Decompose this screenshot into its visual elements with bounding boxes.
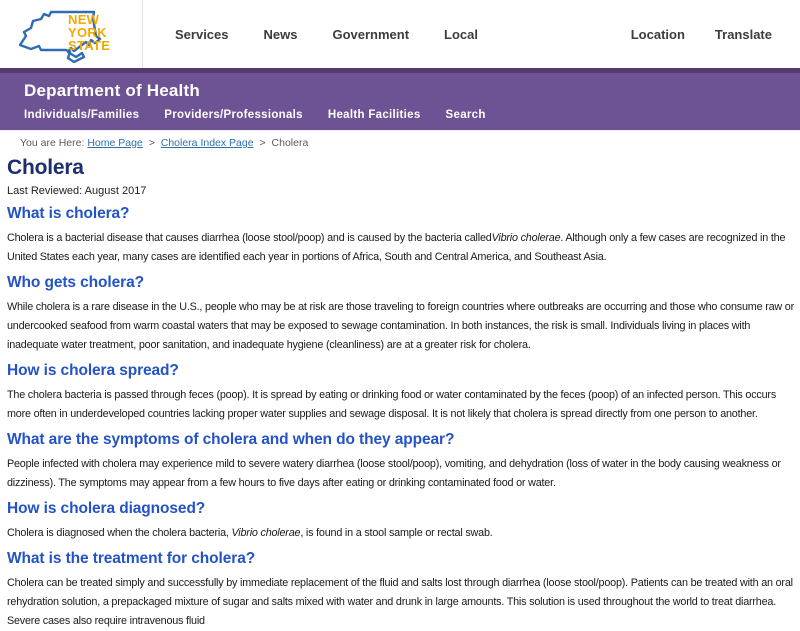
nav-item-services[interactable]: Services [175,26,229,42]
breadcrumb-prefix: You are Here: [20,137,88,149]
utility-nav [631,27,772,42]
section-paragraph [7,386,794,424]
section-who-gets-cholera [7,273,794,355]
text-run: Cholera can be treated simply and successfully by immediate replacement of the fluid and salts lost through diarrhea (loose stool/poop). Patients can be treated with an oral rehydration solution, a prepackaged mixture of sugar and salts mixed with water and drunk in large amounts. This solution is used throughout the world to treat diarrhea. Severe cases also require intravenous fluid [7,577,793,627]
section-paragraph [7,524,794,543]
section-paragraph [7,229,794,267]
section-heading: How is cholera spread? [7,362,179,379]
logo-line-state: STATE [68,38,111,53]
section-what-is-the-treatment-for-cholera [7,549,794,631]
section-heading: Who gets cholera? [7,274,144,291]
banner-nav [24,109,776,121]
section-heading: What are the symptoms of cholera and when do they appear? [7,431,455,448]
logo-area [0,0,143,68]
section-what-is-cholera [7,204,794,267]
section-paragraph [7,574,794,631]
main-content [0,156,800,631]
section-heading: How is cholera diagnosed? [7,500,206,517]
breadcrumb-separator: > [256,137,269,149]
breadcrumb-current: Cholera [271,137,309,149]
utility-item-translate[interactable]: Translate [714,26,772,42]
sections [7,204,794,631]
banner-nav-item-search[interactable]: Search [445,109,486,121]
logo-line-york: YORK [68,25,107,40]
text-run: , is found in a stool sample or rectal swab. [300,527,493,539]
text-run: . Although only a few cases are recognized in the United States each year, many cases are identified each year in portions of Africa, South and Central America, and Southeast Asia. [7,232,786,263]
site-header [0,0,800,68]
italic-term: Vibrio cholerae [491,232,561,244]
section-how-is-cholera-diagnosed [7,499,794,543]
nav-item-local[interactable]: Local [444,26,479,42]
breadcrumb [0,130,800,154]
logo-wordmark [68,13,110,52]
page-title: Cholera [7,156,84,179]
nav-item-government[interactable]: Government [332,26,410,42]
banner-nav-item-providers-professionals[interactable]: Providers/Professionals [164,109,303,121]
italic-term: Vibrio cholerae [231,527,301,539]
breadcrumb-separator: > [145,137,158,149]
banner-nav-item-health-facilities[interactable]: Health Facilities [327,109,421,121]
text-run: While cholera is a rare disease in the U.S., people who may be at risk are those traveling to foreign countries where outbreaks are occurring and those who consume raw or undercooked seafood from warm coastal waters that may be exposed to sewage contamination. In both instances, the risk is small. Individuals living in places with inadequate water treatment, poor sanitation, and inadequate hygiene (cleanliness) are at a greater risk for cholera. [7,301,794,351]
department-banner [0,68,800,130]
utility-item-location[interactable]: Location [630,26,685,42]
breadcrumb-link-cholera-index-page[interactable]: Cholera Index Page [160,137,254,149]
section-paragraph [7,455,794,493]
text-run: People infected with cholera may experience mild to severe watery diarrhea (loose stool/poop), vomiting, and dehydration (loss of water in the body causing weakness or dizziness). The symptoms may appear from a few hours to five days after eating or drinking contaminated food or water. [7,458,781,489]
department-title: Department of Health [24,81,200,100]
banner-nav-item-individuals-families[interactable]: Individuals/Families [24,109,140,121]
nav-item-news[interactable]: News [263,26,298,42]
section-heading: What is cholera? [7,205,130,222]
section-how-is-cholera-spread [7,361,794,424]
nys-logo[interactable] [10,5,132,63]
text-run: The cholera bacteria is passed through feces (poop). It is spread by eating or drinking food or water contaminated by the feces (poop) of an infected person. This occurs more often in underdeveloped countries lacking proper water supplies and sewage disposal. It is not likely that cholera is spread directly from one person to another. [7,389,777,420]
main-nav [175,27,478,42]
section-paragraph [7,298,794,355]
section-what-are-the-symptoms-of-cholera-and-when-do-they-appear [7,430,794,493]
section-heading: What is the treatment for cholera? [7,550,256,567]
breadcrumb-link-home-page[interactable]: Home Page [87,137,143,149]
last-reviewed: Last Reviewed: August 2017 [7,185,147,197]
text-run: Cholera is diagnosed when the cholera bacteria, [7,527,232,539]
text-run: Cholera is a bacterial disease that causes diarrhea (loose stool/poop) and is caused by the bacteria called [7,232,492,244]
logo-line-new: NEW [68,12,100,27]
